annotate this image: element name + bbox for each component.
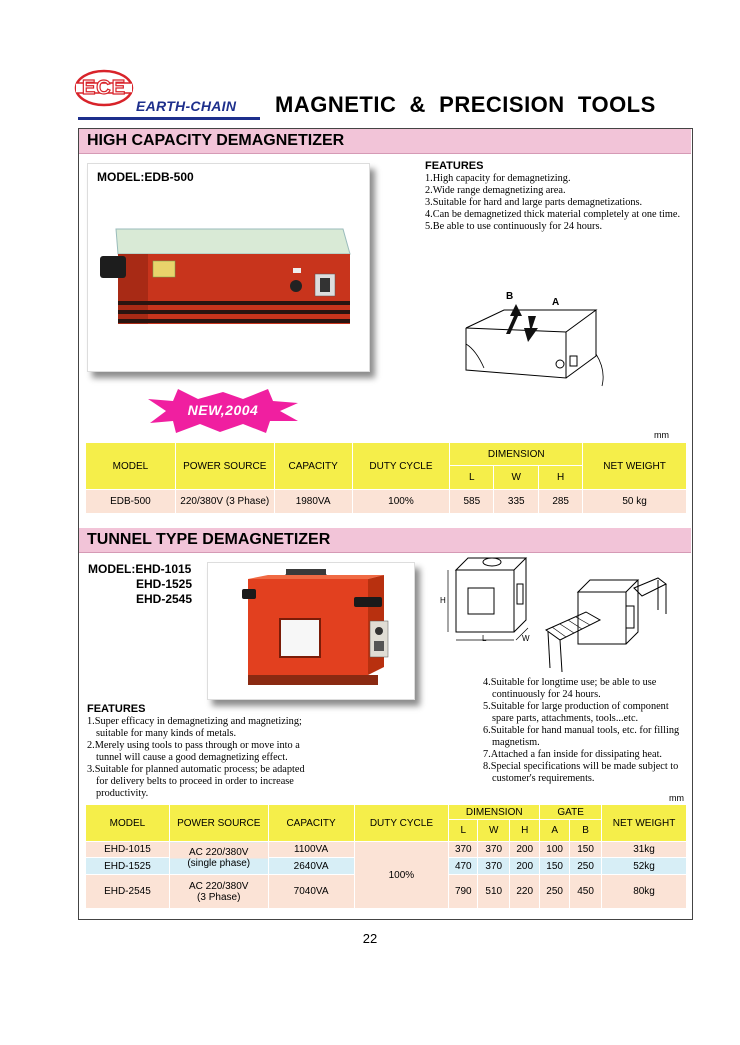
header-duty: DUTY CYCLE bbox=[354, 805, 449, 842]
company-logo bbox=[74, 68, 134, 108]
cell-h: 200 bbox=[510, 842, 540, 858]
model-label: EHD-1525 bbox=[136, 577, 193, 591]
header-model: MODEL bbox=[86, 805, 170, 842]
cell-h: 200 bbox=[510, 858, 540, 875]
feature-item: magnetism. bbox=[492, 737, 540, 748]
feature-item: 2.Wide range demagnetizing area. bbox=[425, 185, 566, 196]
diagram-label-h: H bbox=[440, 596, 446, 605]
product-photo-edb500 bbox=[87, 163, 370, 372]
cell-model: EHD-1525 bbox=[86, 858, 170, 875]
feature-item: tunnel will cause a good demagnetizing effect. bbox=[96, 752, 288, 763]
cell-capacity: 7040VA bbox=[268, 875, 354, 909]
cell-l: 790 bbox=[449, 875, 478, 909]
cell-weight: 50 kg bbox=[583, 490, 687, 514]
cell-w: 370 bbox=[478, 858, 510, 875]
header-gate: GATE bbox=[540, 805, 602, 820]
section-bar-high-capacity bbox=[79, 129, 691, 154]
header-model: MODEL bbox=[86, 443, 176, 490]
diagram-label-l: L bbox=[482, 634, 487, 643]
feature-item: 3.Suitable for planned automatic process; be adapted bbox=[87, 764, 305, 775]
page-title: MAGNETIC & PRECISION TOOLS bbox=[275, 92, 656, 117]
tunnel-demagnetizer-illustration bbox=[208, 563, 414, 699]
cell-duty: 100% bbox=[354, 842, 449, 909]
header-b: B bbox=[570, 820, 602, 842]
header-duty: DUTY CYCLE bbox=[352, 443, 450, 490]
cell-weight: 31kg bbox=[602, 842, 687, 858]
cell-b: 450 bbox=[570, 875, 602, 909]
unit-label: mm bbox=[669, 793, 684, 803]
cell-weight: 80kg bbox=[602, 875, 687, 909]
cell-w: 510 bbox=[478, 875, 510, 909]
demagnetizer-line-drawing-icon bbox=[456, 290, 606, 390]
feature-item: spare parts, attachments, tools...etc. bbox=[492, 713, 639, 724]
features-list-left bbox=[87, 716, 305, 800]
cell-h: 285 bbox=[539, 490, 583, 514]
cell-b: 250 bbox=[570, 858, 602, 875]
feature-item: 5.Be able to use continuously for 24 hours. bbox=[425, 221, 603, 232]
model-labels bbox=[88, 562, 192, 607]
diagram-label-w: W bbox=[522, 634, 530, 643]
cell-a: 150 bbox=[540, 858, 570, 875]
feature-item: 1.Super efficacy in demagnetizing and magnetizing; bbox=[87, 716, 302, 727]
tunnel-diagram bbox=[438, 548, 668, 676]
feature-item: 6.Suitable for hand manual tools, etc. for filling bbox=[483, 725, 680, 736]
power-line: AC 220/380V bbox=[188, 880, 249, 892]
cell-power bbox=[169, 875, 268, 909]
header-a: A bbox=[540, 820, 570, 842]
cell-l: 585 bbox=[450, 490, 494, 514]
features-title: FEATURES bbox=[87, 703, 146, 715]
feature-item: 7.Attached a fan inside for dissipating heat. bbox=[483, 749, 662, 760]
spec-table-ehd bbox=[85, 804, 687, 909]
cell-model: EHD-1015 bbox=[86, 842, 170, 858]
cell-w: 370 bbox=[478, 842, 510, 858]
feature-item: productivity. bbox=[96, 788, 149, 799]
new-badge bbox=[148, 389, 298, 433]
header-capacity: CAPACITY bbox=[268, 805, 354, 842]
feature-item: 4.Suitable for longtime use; be able to use bbox=[483, 677, 657, 688]
cell-capacity: 2640VA bbox=[268, 858, 354, 875]
demagnetizer-diagram bbox=[456, 290, 606, 390]
cell-model: EDB-500 bbox=[86, 490, 176, 514]
header-power: POWER SOURCE bbox=[169, 805, 268, 842]
feature-item: 3.Suitable for hard and large parts demagnetizations. bbox=[425, 197, 643, 208]
cell-model: EHD-2545 bbox=[86, 875, 170, 909]
section-title: TUNNEL TYPE DEMAGNETIZER bbox=[87, 531, 331, 548]
model-label: MODEL:EDB-500 bbox=[97, 170, 194, 184]
feature-item: 2.Merely using tools to pass through or move into a bbox=[87, 740, 300, 751]
feature-item: 4.Can be demagnetized thick material completely at one time. bbox=[425, 209, 681, 220]
table-row bbox=[86, 490, 687, 514]
model-label: MODEL:EHD-1015 bbox=[88, 562, 192, 576]
header-power: POWER SOURCE bbox=[175, 443, 274, 490]
header-weight: NET WEIGHT bbox=[602, 805, 687, 842]
cell-l: 370 bbox=[449, 842, 478, 858]
logo-letters: ECE bbox=[81, 77, 127, 99]
header-l: L bbox=[449, 820, 478, 842]
features-list bbox=[425, 173, 680, 233]
feature-item: 5.Suitable for large production of component bbox=[483, 701, 669, 712]
unit-label: mm bbox=[654, 430, 669, 440]
cell-power: 220/380V (3 Phase) bbox=[175, 490, 274, 514]
feature-item: customer's requirements. bbox=[492, 773, 595, 784]
header-w: W bbox=[494, 466, 539, 490]
header-h: H bbox=[539, 466, 583, 490]
power-line: AC 220/380V bbox=[188, 847, 249, 858]
power-line: (single phase) bbox=[187, 858, 251, 869]
cell-duty: 100% bbox=[352, 490, 450, 514]
features-title: FEATURES bbox=[425, 160, 484, 172]
feature-item: continuously for 24 hours. bbox=[492, 689, 601, 700]
cell-w: 335 bbox=[494, 490, 539, 514]
header-l: L bbox=[450, 466, 494, 490]
spec-table-edb500 bbox=[85, 442, 687, 514]
new-badge-text: NEW,2004 bbox=[187, 402, 259, 418]
header-h: H bbox=[510, 820, 540, 842]
header-weight: NET WEIGHT bbox=[583, 443, 687, 490]
brand-name: EARTH-CHAIN bbox=[136, 98, 237, 114]
tunnel-line-drawing-icon bbox=[438, 548, 668, 676]
header-w: W bbox=[478, 820, 510, 842]
cell-a: 100 bbox=[540, 842, 570, 858]
cell-a: 250 bbox=[540, 875, 570, 909]
header-dimension: DIMENSION bbox=[450, 443, 583, 466]
brand-underline bbox=[78, 117, 260, 120]
feature-item: for delivery belts to proceed in order to increase bbox=[96, 776, 294, 787]
feature-item: 8.Special specifications will be made subject to bbox=[483, 761, 679, 772]
header-capacity: CAPACITY bbox=[274, 443, 352, 490]
diagram-label-a: A bbox=[552, 297, 560, 308]
product-photo-ehd bbox=[207, 562, 415, 700]
features-list-right bbox=[483, 677, 679, 785]
cell-capacity: 1100VA bbox=[268, 842, 354, 858]
cell-b: 150 bbox=[570, 842, 602, 858]
page-number: 22 bbox=[362, 931, 378, 946]
cell-capacity: 1980VA bbox=[274, 490, 352, 514]
section-title: HIGH CAPACITY DEMAGNETIZER bbox=[87, 132, 345, 149]
feature-item: suitable for many kinds of metals. bbox=[96, 728, 237, 739]
feature-item: 1.High capacity for demagnetizing. bbox=[425, 173, 571, 184]
diagram-label-b: B bbox=[506, 291, 514, 302]
cell-l: 470 bbox=[449, 858, 478, 875]
cell-power bbox=[169, 842, 268, 875]
table-row bbox=[86, 842, 687, 858]
cell-weight: 52kg bbox=[602, 858, 687, 875]
power-line: (3 Phase) bbox=[197, 891, 241, 903]
cell-h: 220 bbox=[510, 875, 540, 909]
model-label: EHD-2545 bbox=[136, 592, 193, 606]
header-dimension: DIMENSION bbox=[449, 805, 540, 820]
demagnetizer-machine-illustration bbox=[88, 164, 369, 371]
